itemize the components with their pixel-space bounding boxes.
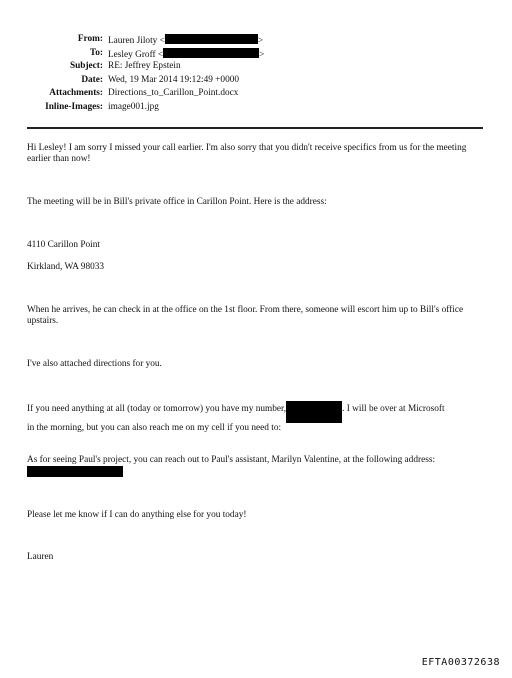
attachments-label: Attachments: [49, 88, 103, 98]
greeting-paragraph: Hi Lesley! I am sorry I missed your call earlier. I'm also sorry that you didn't receive specifics from us for the meeting earlier than now! [27, 143, 467, 164]
date-row [0, 75, 512, 89]
email-header [0, 34, 512, 115]
redaction-box [27, 466, 123, 477]
signature: Lauren [27, 552, 54, 562]
to-tail: > [259, 49, 265, 60]
date-value: Wed, 19 Mar 2014 19:12:49 +0000 [108, 74, 240, 85]
inline-images-value[interactable]: image001.jpg [108, 101, 159, 112]
meeting-paragraph: The meeting will be in Bill's private office in Carillon Point. Here is the address: [27, 197, 327, 207]
header-divider [27, 127, 483, 129]
to-label: To: [89, 47, 103, 58]
to-value [108, 48, 264, 61]
to-name: Lesley Groff < [108, 49, 164, 60]
contact-text-2: . I will be over at Microsoft [342, 404, 445, 414]
arrival-paragraph: When he arrives, he can check in at the office on the 1st floor. From there, someone will escort him up to Bill's office upstairs. [27, 305, 464, 326]
address-line-2: Kirkland, WA 98033 [27, 262, 105, 272]
attachments-value[interactable]: Directions_to_Carillon_Point.docx [108, 88, 239, 98]
redaction-box [165, 34, 258, 44]
contact-text-1: If you need anything at all (today or tomorrow) you have my number, [27, 404, 287, 414]
subject-value: RE: Jeffrey Epstein [108, 61, 181, 71]
from-name: Lauren Jiloty < [108, 36, 165, 46]
project-text: As for seeing Paul's project, you can reach out to Paul's assistant, Marilyn Valentine, at the following address: [27, 455, 436, 465]
inline-images-row [0, 102, 512, 116]
project-paragraph [27, 455, 485, 480]
document-id: EFTA00372638 [421, 657, 500, 668]
contact-paragraph [27, 401, 485, 434]
inline-images-label: Inline-Images: [45, 101, 103, 112]
contact-text-3: in the morning, but you can also reach me on my cell if you need to: [27, 423, 282, 433]
from-value [108, 34, 263, 47]
from-row [0, 34, 512, 48]
redaction-box [163, 48, 259, 58]
closing-paragraph: Please let me know if I can do anything else for you today! [27, 510, 247, 520]
address-line-1: 4110 Carillon Point [27, 240, 100, 250]
from-label: From: [77, 34, 103, 44]
from-tail: > [257, 36, 264, 46]
subject-row [0, 61, 512, 75]
date-label: Date: [81, 74, 103, 85]
attachments-row [0, 88, 512, 102]
redaction-box [286, 401, 342, 423]
subject-label: Subject: [69, 61, 103, 71]
to-row [0, 48, 512, 62]
attachment-note: I've also attached directions for you. [27, 359, 162, 369]
